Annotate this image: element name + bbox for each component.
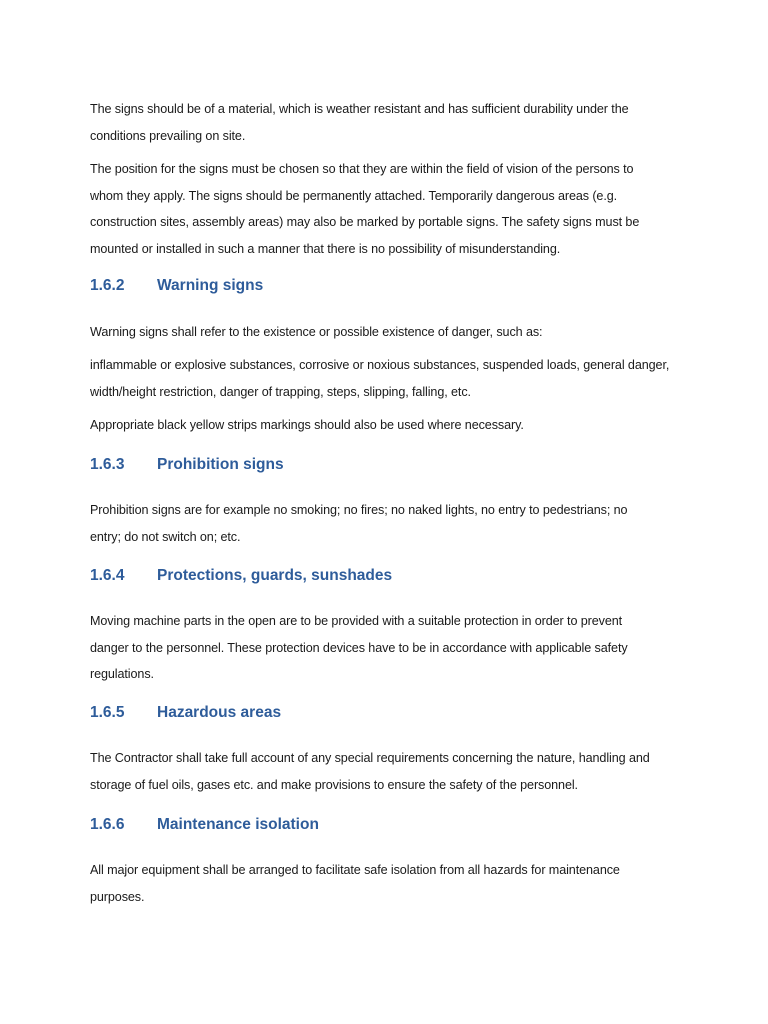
- text-line: inflammable or explosive substances, corrosive or noxious substances, suspended loads, general danger,: [90, 358, 670, 372]
- paragraph-sign-position: [90, 156, 690, 262]
- paragraph-warning-intro: [90, 319, 690, 346]
- section-title: Hazardous areas: [157, 704, 282, 721]
- paragraph-warning-markings: [90, 412, 690, 439]
- text-line: Prohibition signs are for example no smoking; no fires; no naked lights, no entry to pedestrians; no: [90, 503, 628, 517]
- paragraph-protections: [90, 608, 690, 688]
- text-line: construction sites, assembly areas) may also be marked by portable signs. The safety signs must be: [90, 215, 640, 229]
- text-line: purposes.: [90, 889, 145, 904]
- section-number: 1.6.6: [90, 816, 125, 833]
- paragraph-warning-list: [90, 352, 690, 405]
- text-line: The Contractor shall take full account of any special requirements concerning the nature, handling and: [90, 751, 650, 765]
- section-heading-protections: [90, 566, 392, 586]
- section-heading-prohibition-signs: [90, 455, 284, 475]
- section-number: 1.6.4: [90, 567, 125, 584]
- text-line: whom they apply. The signs should be permanently attached. Temporarily dangerous areas (e.g.: [90, 188, 618, 203]
- paragraph-prohibition-examples: [90, 497, 690, 550]
- section-heading-maintenance-isolation: [90, 815, 319, 835]
- section-title: Maintenance isolation: [157, 816, 319, 833]
- text-line: mounted or installed in such a manner that there is no possibility of misunderstanding.: [90, 241, 561, 256]
- text-line: conditions prevailing on site.: [90, 128, 246, 143]
- section-number: 1.6.5: [90, 704, 125, 721]
- text-line: danger to the personnel. These protection devices have to be in accordance with applicable safety: [90, 640, 628, 655]
- paragraph-hazardous-areas: [90, 745, 690, 798]
- text-line: The position for the signs must be chosen so that they are within the field of vision of the persons to: [90, 162, 634, 176]
- text-line: regulations.: [90, 667, 154, 681]
- section-number: 1.6.3: [90, 456, 125, 473]
- text-line: entry; do not switch on; etc.: [90, 529, 241, 544]
- text-line: Appropriate black yellow strips markings should also be used where necessary.: [90, 418, 524, 432]
- text-line: Moving machine parts in the open are to be provided with a suitable protection in order to prevent: [90, 614, 623, 628]
- text-line: width/height restriction, danger of trapping, steps, slipping, falling, etc.: [90, 384, 471, 399]
- section-heading-hazardous-areas: [90, 703, 281, 723]
- section-title: Warning signs: [157, 277, 264, 294]
- text-line: The signs should be of a material, which is weather resistant and has sufficient durability under the: [90, 102, 629, 116]
- text-line: All major equipment shall be arranged to facilitate safe isolation from all hazards for maintenance: [90, 863, 620, 877]
- text-line: Warning signs shall refer to the existence or possible existence of danger, such as:: [90, 325, 543, 339]
- section-title: Protections, guards, sunshades: [157, 567, 393, 584]
- paragraph-sign-material: [90, 96, 690, 149]
- section-heading-warning-signs: [90, 276, 263, 296]
- section-title: Prohibition signs: [157, 456, 284, 473]
- text-line: storage of fuel oils, gases etc. and make provisions to ensure the safety of the personnel.: [90, 777, 578, 792]
- paragraph-maintenance-isolation: [90, 857, 690, 910]
- section-number: 1.6.2: [90, 277, 125, 294]
